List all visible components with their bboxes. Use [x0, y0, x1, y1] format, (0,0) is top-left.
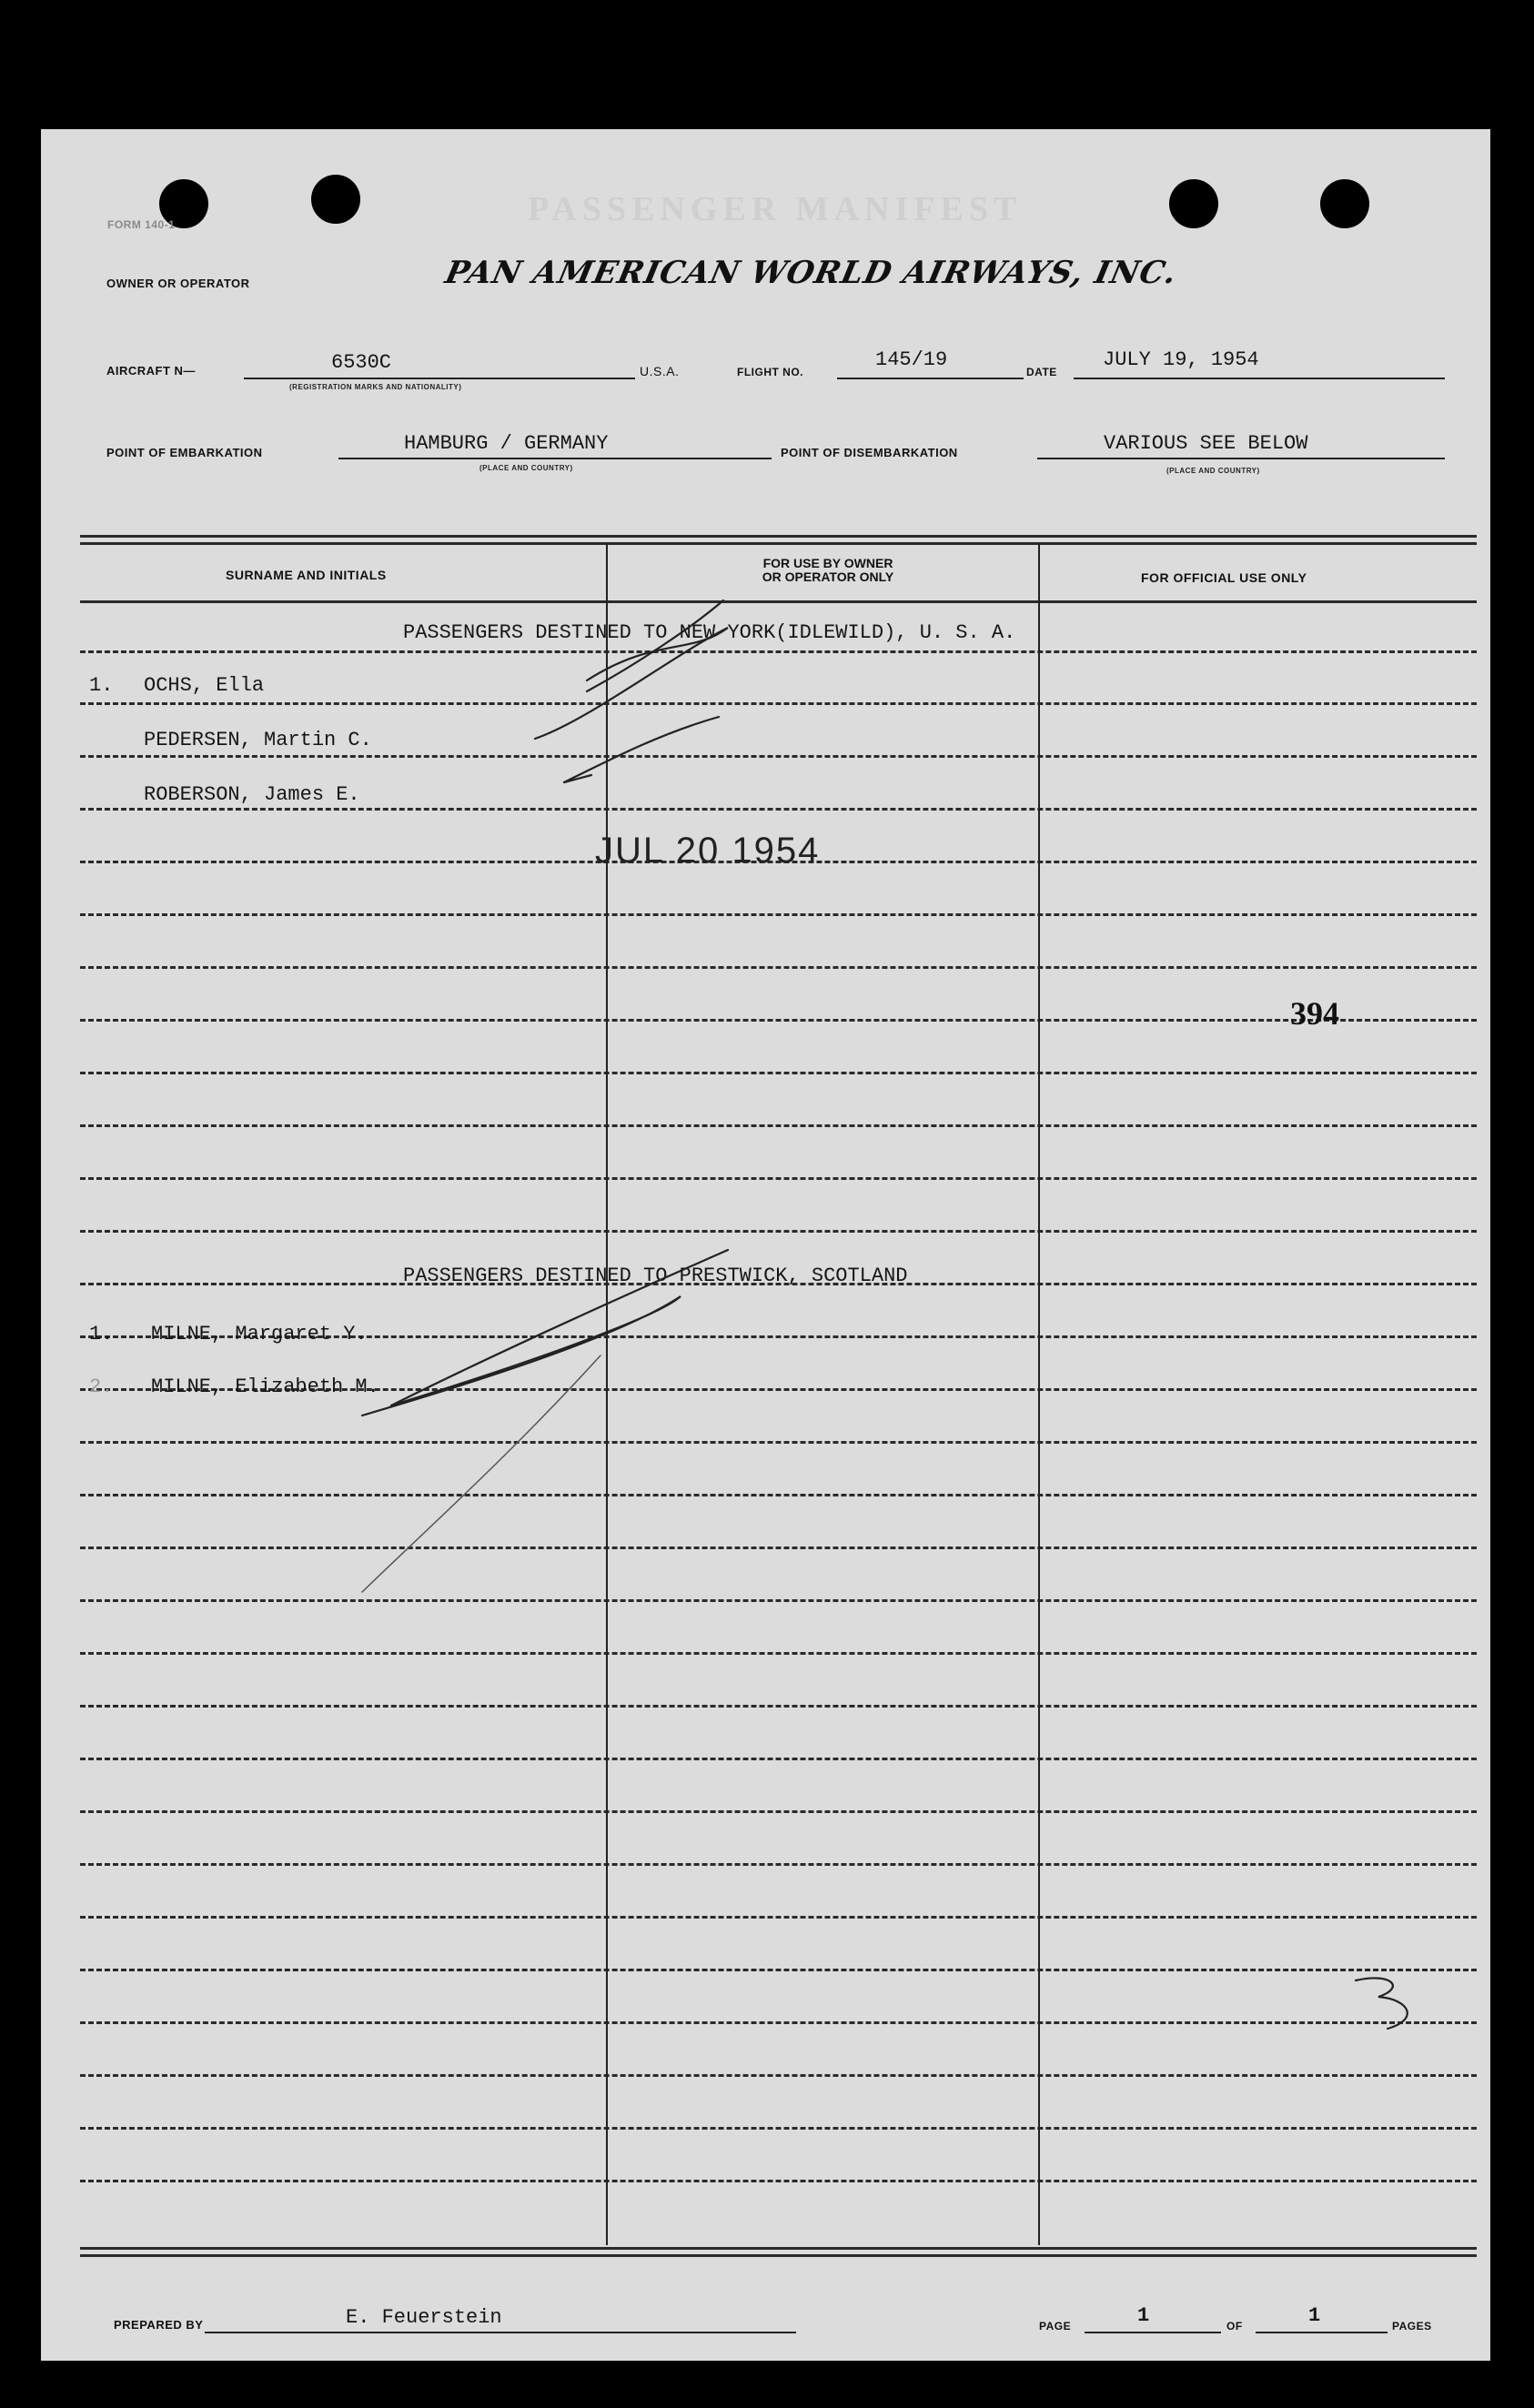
disembark-value: VARIOUS SEE BELOW — [1104, 432, 1308, 455]
group2-row-number: 1. — [89, 1323, 114, 1345]
of-underline — [1256, 2332, 1388, 2333]
usa-label: U.S.A. — [640, 364, 680, 378]
prepared-underline — [205, 2332, 796, 2333]
company-name: PAN AMERICAN WORLD AIRWAYS, INC. — [441, 255, 1181, 291]
passenger-name: MILNE, Margaret Y. — [151, 1323, 368, 1345]
passenger-name: ROBERSON, James E. — [144, 783, 360, 806]
group1-heading: PASSENGERS DESTINED TO NEW YORK(IDLEWILD), U. S. A. — [403, 621, 1016, 644]
group1-row-number: 1. — [89, 674, 114, 697]
flight-value: 145/19 — [875, 348, 948, 371]
faded-title: PASSENGER MANIFEST — [528, 190, 1023, 228]
prepared-by-value: E. Feuerstein — [346, 2306, 502, 2329]
col-header-owner-line2: OR OPERATOR ONLY — [762, 569, 894, 584]
group2-heading: PASSENGERS DESTINED TO PRESTWICK, SCOTLAND — [403, 1264, 908, 1287]
col-header-official: FOR OFFICIAL USE ONLY — [1141, 570, 1307, 585]
embark-note: (PLACE AND COUNTRY) — [479, 464, 573, 472]
page-value: 1 — [1137, 2304, 1150, 2327]
passenger-name: OCHS, Ella — [144, 674, 265, 697]
col-header-surname: SURNAME AND INITIALS — [226, 568, 387, 582]
margin-mark-text — [1456, 1981, 1457, 1982]
passenger-name: MILNE, Elizabeth M. — [151, 1375, 379, 1398]
passenger-name: PEDERSEN, Martin C. — [144, 729, 372, 751]
page-label: PAGE — [1039, 2320, 1072, 2332]
received-date-stamp: JUL 20 1954 — [595, 831, 821, 871]
owner-label: OWNER OR OPERATOR — [106, 277, 250, 290]
col-header-owner-line1: FOR USE BY OWNER — [762, 556, 893, 570]
group2-row-number: 2. — [89, 1375, 114, 1398]
aircraft-note: (REGISTRATION MARKS AND NATIONALITY) — [289, 383, 462, 391]
aircraft-label: AIRCRAFT N— — [106, 364, 196, 378]
page-underline — [1085, 2332, 1221, 2333]
embark-value: HAMBURG / GERMANY — [404, 432, 609, 455]
of-label: OF — [1226, 2320, 1243, 2332]
disembark-note: (PLACE AND COUNTRY) — [1166, 467, 1260, 475]
of-value: 1 — [1308, 2304, 1321, 2327]
aircraft-value: 6530C — [331, 351, 392, 374]
disembark-label: POINT OF DISEMBARKATION — [781, 446, 958, 459]
embark-label: POINT OF EMBARKATION — [106, 446, 263, 459]
pages-label: PAGES — [1392, 2320, 1432, 2332]
date-label: DATE — [1026, 366, 1057, 378]
date-value: JULY 19, 1954 — [1103, 348, 1259, 371]
form-number: FORM 140-1 — [107, 218, 176, 231]
official-number: 394 — [1290, 995, 1339, 1032]
prepared-by-label: PREPARED BY — [114, 2318, 204, 2332]
flight-label: FLIGHT NO. — [737, 366, 803, 378]
